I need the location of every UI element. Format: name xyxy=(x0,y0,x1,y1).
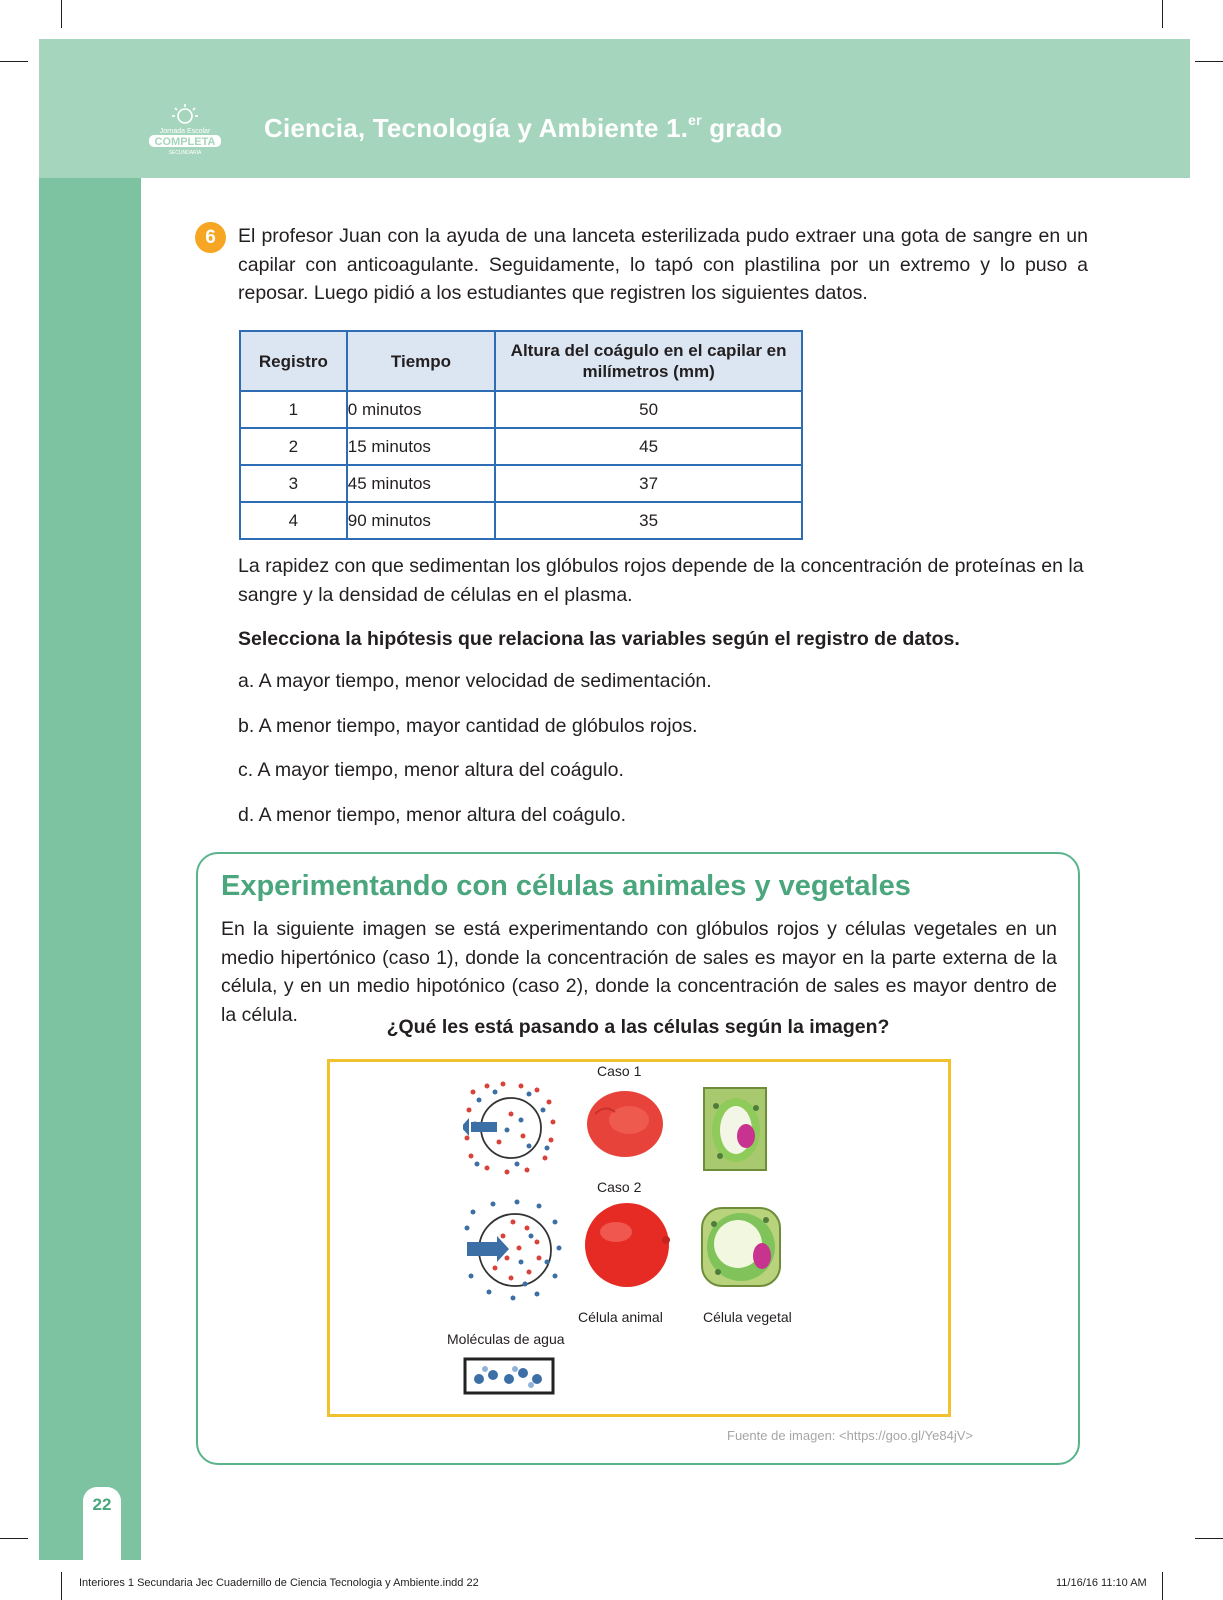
table-cell: 90 minutos xyxy=(347,502,495,539)
crop-mark xyxy=(1162,1572,1163,1600)
crop-mark xyxy=(1162,0,1163,28)
label-water-molecules: Moléculas de agua xyxy=(447,1331,565,1347)
table-cell: 1 xyxy=(240,391,347,428)
crop-mark xyxy=(0,61,28,62)
page-number: 22 xyxy=(92,1495,112,1514)
plant-cell-case2 xyxy=(696,1202,786,1292)
option-b: b. A menor tiempo, mayor cantidad de glóbulos rojos. xyxy=(238,715,698,737)
crop-mark xyxy=(61,0,62,28)
crop-mark xyxy=(0,1538,28,1539)
label-animal-cell: Célula animal xyxy=(578,1309,663,1325)
table-cell: 3 xyxy=(240,465,347,502)
question-context: La rapidez con que sedimentan los glóbulos rojos depende de la concentración de proteínas en la sangre y la densidad de células en el plasma. xyxy=(238,555,1084,606)
table-row xyxy=(240,502,802,539)
crop-mark xyxy=(1195,1538,1223,1539)
header-title-sup: er xyxy=(688,112,702,128)
svg-text:SECUNDARIA: SECUNDARIA xyxy=(168,150,202,156)
page-header-title xyxy=(264,112,782,144)
svg-text:COMPLETA: COMPLETA xyxy=(154,136,216,148)
col-header-altura: Altura del coágulo en el capilar en milímetros (mm) xyxy=(495,331,802,391)
header-title-end: grado xyxy=(701,113,783,143)
question-prompt: Selecciona la hipótesis que relaciona las variables según el registro de datos. xyxy=(238,628,960,650)
option-d: d. A menor tiempo, menor altura del coágulo. xyxy=(238,804,627,826)
table-cell: 15 minutos xyxy=(347,428,495,465)
water-molecules-legend xyxy=(463,1357,555,1395)
jec-logo xyxy=(146,102,224,156)
data-table xyxy=(239,330,803,540)
table-row xyxy=(240,391,802,428)
file-slug: Interiores 1 Secundaria Jec Cuadernillo de Ciencia Tecnologia y Ambiente.indd 22 xyxy=(79,1577,479,1589)
table-cell: 45 xyxy=(495,428,802,465)
experiment-box-text: En la siguiente imagen se está experimentando con glóbulos rojos y células vegetales en un medio hipertónico (caso 1), donde la concentración de sales es mayor en la parte externa de la célula, y en un medio hipotónico (caso 2), donde la concentración de sales es mayor dentro de la célula. xyxy=(221,918,1057,1026)
question-number-badge: 6 xyxy=(195,222,226,253)
table-cell: 37 xyxy=(495,465,802,502)
plant-cell-case1 xyxy=(702,1086,768,1172)
table-row xyxy=(240,428,802,465)
crop-mark xyxy=(61,1572,62,1600)
header-title-text: Ciencia, Tecnología y Ambiente 1. xyxy=(264,113,689,143)
table-cell: 50 xyxy=(495,391,802,428)
crop-mark xyxy=(1195,61,1223,62)
table-cell: 35 xyxy=(495,502,802,539)
col-header-registro: Registro xyxy=(240,331,347,391)
red-blood-cell-case2 xyxy=(582,1200,672,1290)
red-blood-cell-case1 xyxy=(585,1084,665,1164)
table-cell: 0 minutos xyxy=(347,391,495,428)
table-header-row xyxy=(240,331,802,391)
question-intro: El profesor Juan con la ayuda de una lanceta esterilizada pudo extraer una gota de sangre en un capilar con anticoagulante. Seguidamente, lo tapó con plastilina por un extremo y lo puso a reposar. Luego pidió a los estudiantes que registren los siguientes datos. xyxy=(238,225,1088,304)
option-a: a. A mayor tiempo, menor velocidad de sedimentación. xyxy=(238,670,712,692)
experiment-box-title: Experimentando con células animales y vegetales xyxy=(221,870,911,902)
cells-figure xyxy=(327,1059,951,1417)
option-c: c. A mayor tiempo, menor altura del coágulo. xyxy=(238,759,624,781)
svg-text:Jornada Escolar: Jornada Escolar xyxy=(159,128,211,135)
table-row xyxy=(240,465,802,502)
image-source: Fuente de imagen: <https://goo.gl/Ye84jV> xyxy=(727,1428,973,1443)
table-cell: 2 xyxy=(240,428,347,465)
experiment-box-question: ¿Qué les está pasando a las células según la imagen? xyxy=(386,1016,890,1038)
col-header-tiempo: Tiempo xyxy=(347,331,495,391)
osmosis-diagram-case2 xyxy=(463,1198,563,1302)
label-plant-cell: Célula vegetal xyxy=(703,1309,792,1325)
label-case1: Caso 1 xyxy=(597,1063,642,1079)
osmosis-diagram-case1 xyxy=(463,1080,559,1176)
side-band xyxy=(39,178,141,1560)
table-cell: 4 xyxy=(240,502,347,539)
print-timestamp: 11/16/16 11:10 AM xyxy=(1056,1577,1147,1589)
table-cell: 45 minutos xyxy=(347,465,495,502)
label-case2: Caso 2 xyxy=(597,1179,642,1195)
